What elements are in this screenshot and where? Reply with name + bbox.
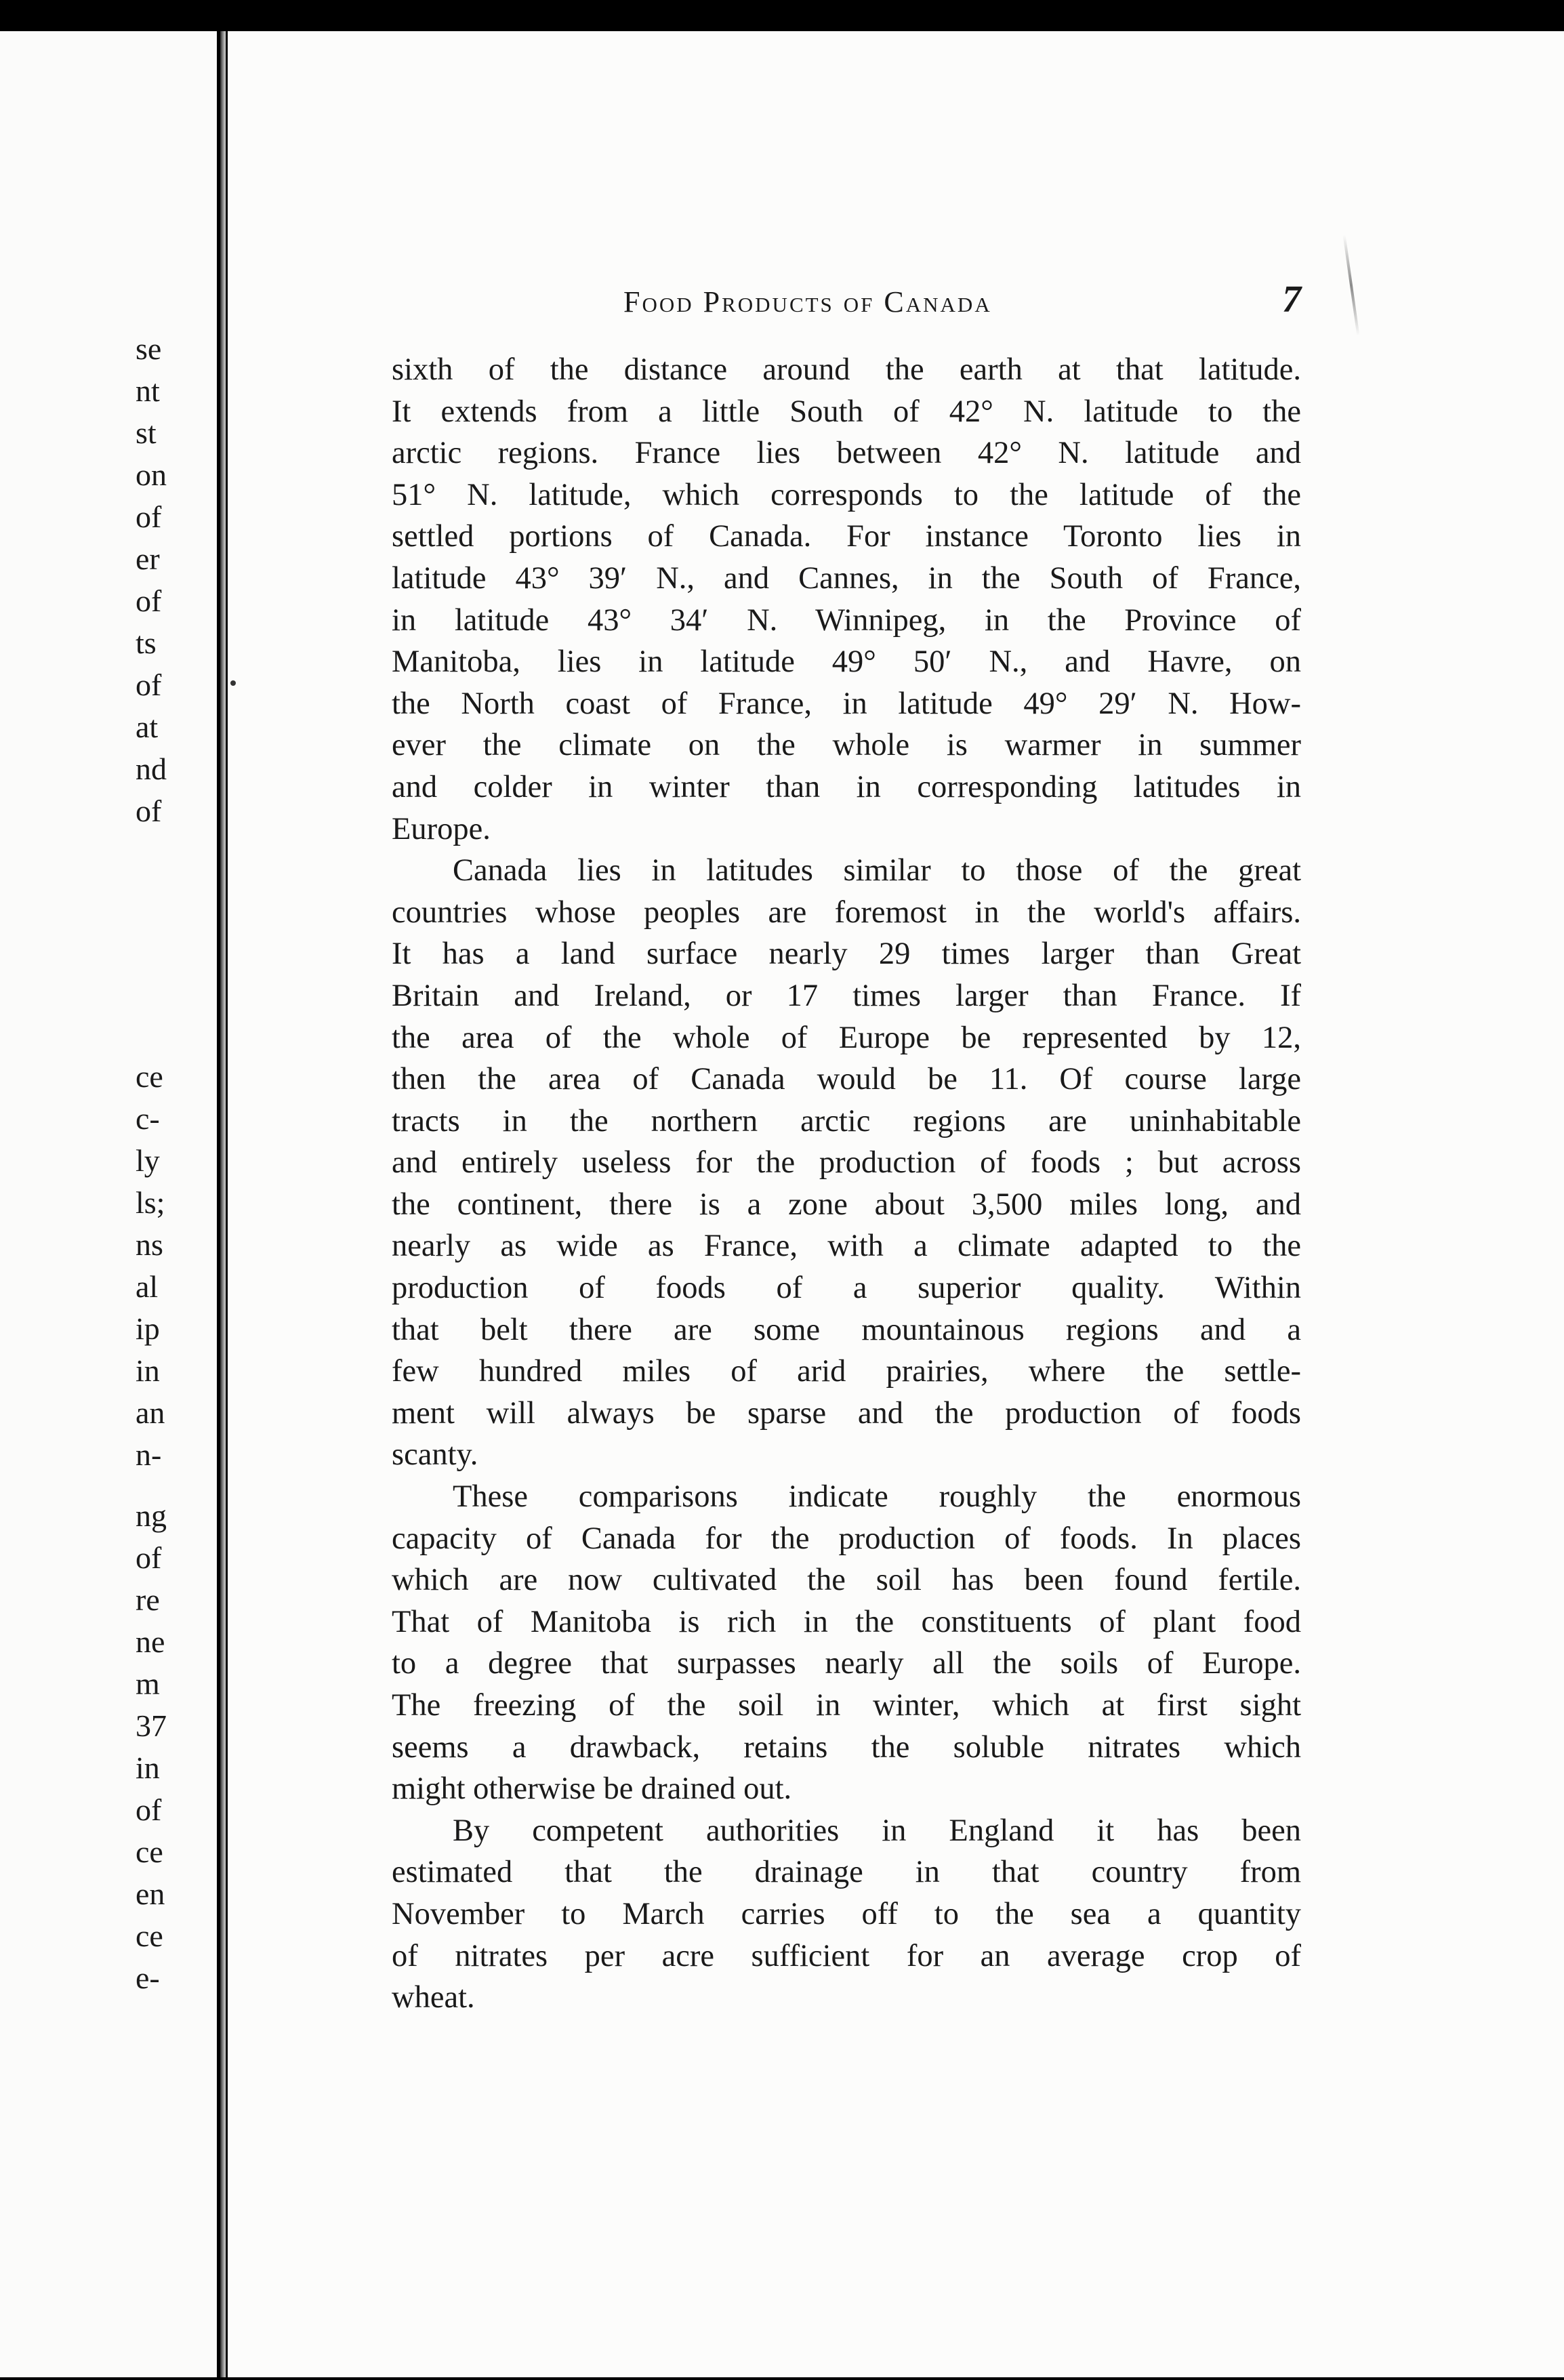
text-line: then the area of Canada would be 11. Of course large [392, 1062, 1301, 1097]
line-ending-fragment: ls; [136, 1185, 165, 1220]
line-ending-fragment: al [136, 1269, 159, 1304]
paragraph [392, 349, 1301, 850]
text-line: in latitude 43° 34′ N. Winnipeg, in the Province of [392, 602, 1301, 638]
book-gutter [220, 31, 226, 2377]
line-endings-group-2 [136, 1056, 217, 1476]
text-line: scanty. [392, 1437, 478, 1473]
paragraph [392, 1810, 1301, 2019]
margin-speck [230, 680, 236, 686]
line-ending-fragment: re [136, 1582, 160, 1617]
text-line: It has a land surface nearly 29 times larger than Great [392, 937, 1301, 972]
paper-crease [1343, 234, 1360, 335]
running-title: Food Products of Canada [623, 285, 992, 319]
line-endings-group-1 [136, 328, 217, 832]
paragraph [392, 850, 1301, 1476]
line-ending-fragment: of [136, 1792, 162, 1827]
text-line: November to March carries off to the sea a quantity [392, 1896, 1301, 1931]
line-ending-fragment: m [136, 1666, 160, 1701]
line-ending-fragment: an [136, 1395, 165, 1430]
line-ending-fragment: in [136, 1353, 160, 1388]
text-line: seems a drawback, retains the soluble nitrates which [392, 1729, 1301, 1765]
line-ending-fragment: ns [136, 1227, 163, 1262]
text-line: the continent, there is a zone about 3,500 miles long, and [392, 1187, 1301, 1222]
line-ending-fragment: of [136, 583, 162, 618]
text-line: arctic regions. France lies between 42° N. latitude and [392, 436, 1301, 471]
text-line: few hundred miles of arid prairies, where the settle- [392, 1354, 1301, 1389]
line-ending-fragment: of [136, 668, 162, 702]
text-line: nearly as wide as France, with a climate adapted to the [392, 1229, 1301, 1264]
line-ending-fragment: of [136, 794, 162, 828]
text-line: that belt there are some mountainous regions and a [392, 1312, 1301, 1347]
text-line: and entirely useless for the production of foods ; but across [392, 1145, 1301, 1181]
running-head [393, 279, 1301, 332]
line-ending-fragment: at [136, 710, 159, 744]
text-line: settled portions of Canada. For instance Toronto lies in [392, 519, 1301, 554]
text-line: and colder in winter than in corresponding latitudes in [392, 769, 1301, 804]
line-endings-group-3 [136, 1495, 217, 1999]
line-ending-fragment: ce [136, 1834, 163, 1869]
line-ending-fragment: en [136, 1876, 165, 1911]
text-line: might otherwise be drained out. [392, 1771, 792, 1807]
text-line: countries whose peoples are foremost in the world's affairs. [392, 895, 1301, 930]
line-ending-fragment: ng [136, 1498, 167, 1533]
text-line: By competent authorities in England it has been [453, 1813, 1301, 1848]
paragraph [392, 1476, 1301, 1810]
line-ending-fragment: of [136, 499, 162, 534]
text-line: Europe. [392, 811, 491, 846]
text-line: capacity of Canada for the production of foods. In places [392, 1521, 1301, 1556]
text-line: It extends from a little South of 42° N. latitude to the [392, 394, 1301, 429]
text-line: Manitoba, lies in latitude 49° 50′ N., and Havre, on [392, 644, 1301, 680]
text-line: sixth of the distance around the earth at that latitude. [392, 352, 1301, 387]
text-line: The freezing of the soil in winter, which at first sight [392, 1688, 1301, 1723]
text-line: ment will always be sparse and the production of foods [392, 1395, 1301, 1431]
line-ending-fragment: ce [136, 1059, 163, 1094]
line-ending-fragment: c- [136, 1101, 160, 1136]
line-ending-fragment: st [136, 415, 157, 450]
line-ending-fragment: nd [136, 752, 167, 786]
text-line: of nitrates per acre sufficient for an average crop of [392, 1938, 1301, 1973]
line-ending-fragment: on [136, 457, 167, 492]
line-ending-fragment: er [136, 541, 160, 576]
text-line: estimated that the drainage in that country from [392, 1855, 1301, 1890]
line-ending-fragment: ce [136, 1919, 163, 1953]
line-ending-fragment: ly [136, 1143, 160, 1178]
text-line: the North coast of France, in latitude 49° 29′ N. How- [392, 686, 1301, 721]
line-ending-fragment: ts [136, 625, 157, 660]
text-line: the area of the whole of Europe be represented by 12, [392, 1020, 1301, 1055]
text-line: production of foods of a superior quality. Within [392, 1271, 1301, 1306]
line-ending-fragment: in [136, 1750, 160, 1785]
line-ending-fragment: of [136, 1540, 162, 1575]
text-line: wheat. [392, 1980, 475, 2015]
line-ending-fragment: ip [136, 1311, 160, 1346]
text-line: Canada lies in latitudes similar to those of the great [453, 853, 1301, 888]
text-line: That of Manitoba is rich in the constituents of plant food [392, 1604, 1301, 1639]
text-line: These comparisons indicate roughly the enormous [453, 1479, 1301, 1515]
line-ending-fragment: nt [136, 373, 160, 408]
text-line: 51° N. latitude, which corresponds to the latitude of the [392, 477, 1301, 512]
line-ending-fragment: ne [136, 1624, 165, 1659]
body-text [392, 349, 1301, 2019]
page-number: 7 [1282, 279, 1301, 321]
line-ending-fragment: e- [136, 1961, 160, 1995]
text-line: ever the climate on the whole is warmer in summer [392, 728, 1301, 763]
line-ending-fragment: 37 [136, 1708, 167, 1743]
text-line: latitude 43° 39′ N., and Cannes, in the South of France, [392, 560, 1301, 596]
line-ending-fragment: n- [136, 1437, 162, 1472]
facing-page-fragment [0, 31, 217, 2377]
text-line: which are now cultivated the soil has been found fertile. [392, 1563, 1301, 1598]
text-line: Britain and Ireland, or 17 times larger than France. If [392, 978, 1301, 1013]
text-line: to a degree that surpasses nearly all the soils of Europe. [392, 1646, 1301, 1681]
text-line: tracts in the northern arctic regions are uninhabitable [392, 1103, 1301, 1138]
line-ending-fragment: se [136, 331, 162, 366]
